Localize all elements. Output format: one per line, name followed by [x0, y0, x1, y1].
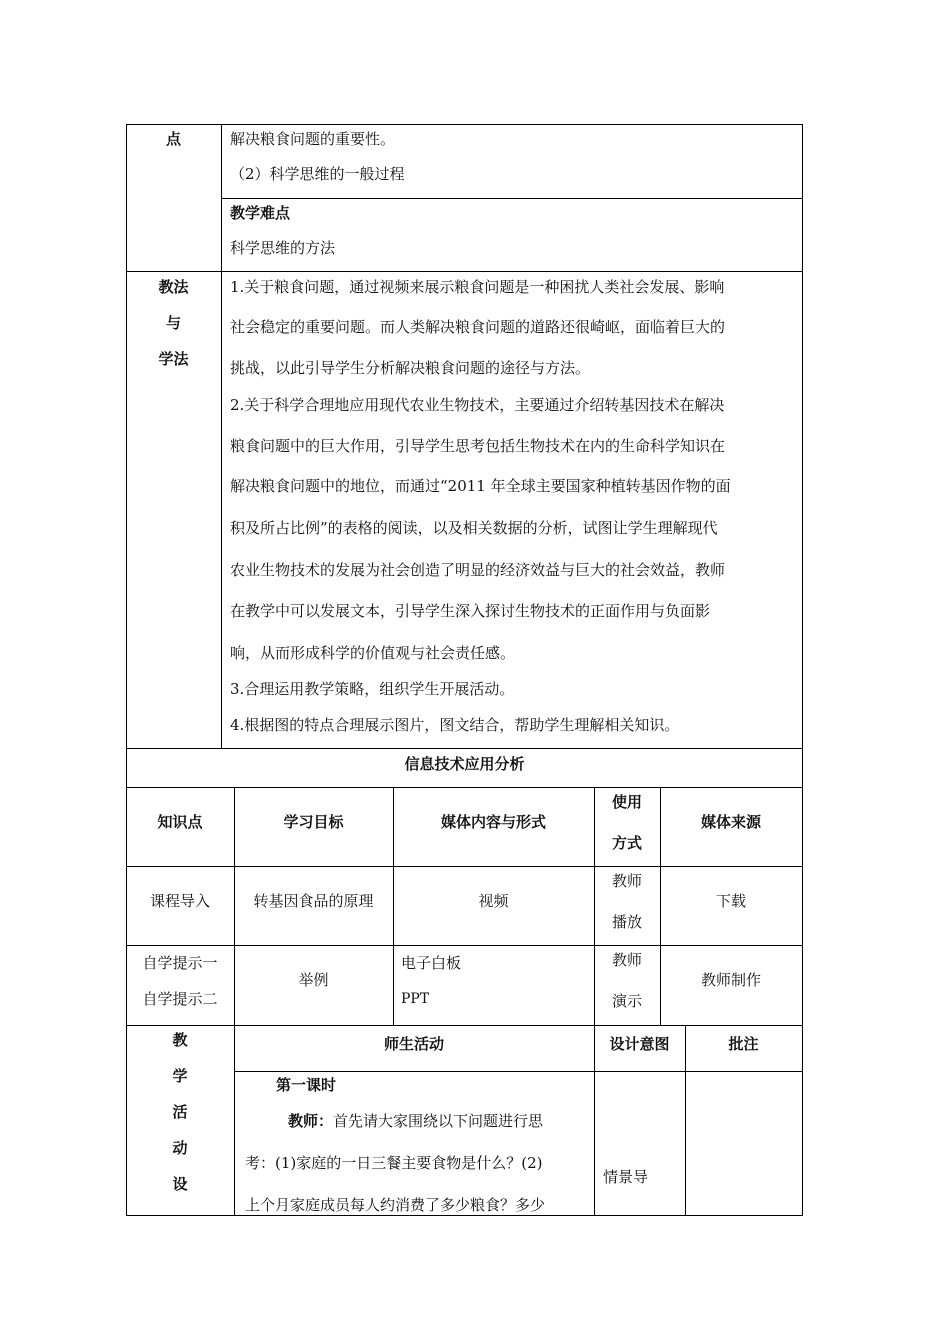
row2-source: 教师制作	[700, 971, 761, 989]
methods-label-1: 教法	[158, 278, 189, 296]
divider	[221, 198, 803, 199]
header-usage-1: 使用	[611, 793, 642, 811]
methods-line: 4.根据图的特点合理展示图片，图文结合，帮助学生理解相关知识。	[230, 716, 680, 734]
header-usage-2: 方式	[611, 834, 642, 852]
row2-media-2: PPT	[401, 991, 430, 1007]
table-border-bottom	[126, 1215, 803, 1216]
row1-knowledge: 课程导入	[149, 892, 210, 910]
row2-knowledge-1: 自学提示一	[142, 954, 218, 972]
row2-media-1: 电子白板	[401, 954, 462, 972]
activity-label-char: 动	[172, 1139, 188, 1157]
activity-label-char: 学	[172, 1067, 188, 1085]
header-knowledge: 知识点	[157, 813, 203, 831]
activity-label-char: 活	[172, 1103, 188, 1121]
table-border-top	[126, 124, 803, 125]
table-border-right	[802, 124, 803, 1216]
divider	[234, 1071, 803, 1072]
row1-usage-2: 播放	[611, 913, 642, 931]
divider	[234, 787, 235, 1216]
methods-line: 在教学中可以发展文本，引导学生深入探讨生物技术的正面作用与负面影	[230, 602, 711, 620]
divider	[126, 866, 803, 867]
methods-line: 解决粮食问题中的地位，而通过“2011 年全球主要国家种植转基因作物的面	[230, 477, 731, 495]
activity-label-char: 设	[172, 1175, 188, 1193]
teacher-line-3: 上个月家庭成员每人约消费了多少粮食？多少	[245, 1196, 546, 1214]
divider	[126, 1025, 803, 1026]
teacher-text: 首先请大家围绕以下问题进行思	[333, 1112, 544, 1130]
teacher-line-2: 考：(1)家庭的一日三餐主要食物是什么？(2)	[245, 1154, 543, 1172]
activity-label-char: 教	[172, 1031, 188, 1049]
row2-usage-2: 演示	[611, 992, 642, 1010]
divider	[126, 945, 803, 946]
key-point-line-2: （2）科学思维的一般过程	[230, 165, 405, 183]
it-analysis-title: 信息技术应用分析	[404, 755, 525, 773]
header-note: 批注	[728, 1035, 759, 1053]
header-intent: 设计意图	[609, 1035, 670, 1053]
methods-line: 挑战，以此引导学生分析解决粮食问题的途径与方法。	[230, 359, 591, 377]
lesson-title: 第一课时	[276, 1076, 337, 1094]
methods-line: 积及所占比例”的表格的阅读，以及相关数据的分析，试图让学生理解现代	[230, 519, 718, 537]
methods-line: 粮食问题中的巨大作用，引导学生思考包括生物技术在内的生命科学知识在	[230, 437, 726, 455]
methods-label-3: 学法	[158, 350, 189, 368]
methods-line: 响，从而形成科学的价值观与社会责任感。	[230, 644, 516, 662]
teacher-label: 教师：	[288, 1112, 334, 1130]
teacher-line-1	[288, 1111, 543, 1131]
intent-text: 情景导	[603, 1168, 649, 1186]
header-goal: 学习目标	[283, 813, 344, 831]
methods-line: 1.关于粮食问题，通过视频来展示粮食问题是一种困扰人类社会发展、影响	[230, 278, 725, 296]
header-activity: 师生活动	[383, 1035, 444, 1053]
divider	[221, 124, 222, 749]
difficulty-title: 教学难点	[230, 204, 291, 222]
row1-usage-1: 教师	[611, 872, 642, 890]
divider	[126, 271, 803, 272]
methods-line: 社会稳定的重要问题。而人类解决粮食问题的道路还很崎岖，面临着巨大的	[230, 318, 726, 336]
row1-goal: 转基因食品的原理	[253, 892, 374, 910]
key-point-line-1: 解决粮食问题的重要性。	[230, 130, 396, 148]
row1-source: 下载	[715, 892, 746, 910]
methods-line: 2.关于科学合理地应用现代农业生物技术，主要通过介绍转基因技术在解决	[230, 396, 725, 414]
methods-line: 农业生物技术的发展为社会创造了明显的经济效益与巨大的社会效益，教师	[230, 561, 726, 579]
header-source: 媒体来源	[700, 813, 761, 831]
row2-usage-1: 教师	[611, 951, 642, 969]
row1-media: 视频	[478, 892, 509, 910]
methods-line: 3.合理运用教学策略，组织学生开展活动。	[230, 680, 515, 698]
row2-knowledge-2: 自学提示二	[142, 990, 218, 1008]
divider	[126, 748, 803, 749]
divider	[126, 787, 803, 788]
difficulty-text: 科学思维的方法	[230, 239, 336, 257]
header-media: 媒体内容与形式	[440, 813, 546, 831]
key-point-label: 点	[165, 130, 181, 148]
row2-goal: 举例	[298, 971, 329, 989]
methods-label-2: 与	[165, 314, 181, 332]
